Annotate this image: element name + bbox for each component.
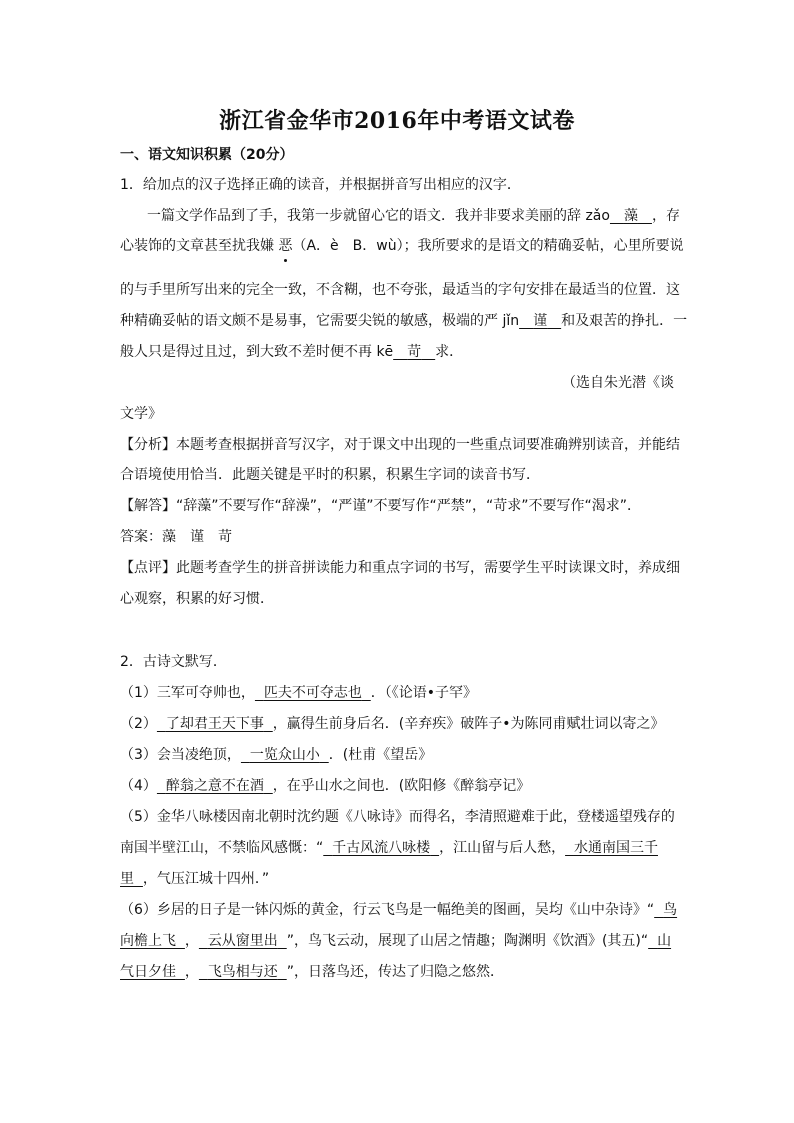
answer-blank: 醉翁之意不在酒 [165, 778, 264, 794]
passage-text: 求． [435, 344, 464, 360]
q2-item-3: （3）会当凌绝顶， 一览众山小 ．(杜甫《望岳》 [120, 747, 433, 763]
answer-blank: 鸟 [663, 902, 678, 918]
answer-blank: 匹夫不可夺志也 [263, 685, 362, 701]
emphasis-dot [284, 259, 287, 262]
q1-source: （选自朱光潜《谈 [562, 375, 674, 391]
q1-solution: 【解答】“辞藻”不要写作“辞澡”，“严谨”不要写作“严禁”，“苛求”不要写作“渴求”． [120, 498, 642, 514]
q1-passage-line-4 [120, 311, 687, 331]
answer-blank: 气日夕佳 [120, 964, 176, 980]
exam-title: 浙江省金华市2016年中考语文试卷 [219, 108, 575, 134]
q2-item-5-end: 里 ，气压江城十四州．” [120, 871, 270, 887]
answer-blank: 谨 [533, 313, 548, 329]
answer-blank: 飞鸟相与还 [207, 964, 278, 980]
q2-item-1: （1）三军可夺帅也， 匹夫不可夺志也 ．（《论语•子罕》 [120, 685, 477, 701]
q2-item-6: （6）乡居的日子是一钵闪烁的黄金，行云飞鸟是一幅绝美的图画，吴均《山中杂诗》“ 鸟 [120, 902, 678, 918]
q1-answer: 答案：藻 谨 苛 [120, 529, 232, 545]
answer-blank: 云从窗里出 [207, 933, 278, 949]
passage-text: 种精确妥帖的语文颇不是易事，它需要尖锐的敏感，极端的严 jǐn [120, 313, 520, 329]
answer-blank: 千古风流八咏楼 [332, 840, 431, 856]
answer-blank: 一览众山小 [249, 747, 320, 763]
q1-analysis-cont: 合语境使用恰当．此题关键是平时的积累，积累生字词的读音书写． [120, 467, 540, 483]
answer-blank: 藻 [623, 208, 638, 224]
passage-text: 一篇文学作品到了手，我第一步就留心它的语文．我并非要求美丽的辞 zǎo [147, 208, 610, 224]
q2-stem: 2．古诗文默写． [120, 654, 227, 670]
passage-text: 和及艰苦的挣扎．一 [561, 313, 688, 329]
section-heading: 一、语文知识积累（20分） [120, 147, 294, 163]
answer-blank: 水通南国三千 [573, 840, 658, 856]
q2-item-6-cont: 向檐上飞 ， 云从窗里出 ”，鸟飞云动，展现了山居之情趣；陶渊明《饮酒》(其五)“ 山 [120, 933, 672, 949]
q1-analysis: 【分析】本题考查根据拼音写汉字，对于课文中出现的一些重点词要准确辨别读音，并能结 [120, 437, 680, 453]
q1-comment-cont: 心观察，积累的好习惯． [120, 591, 274, 607]
answer-blank: 山 [657, 933, 672, 949]
q2-item-6-end: 气日夕佳 ， 飞鸟相与还 ”，日落鸟还，传达了归隐之悠然． [120, 964, 504, 980]
passage-text: 般人只是得过且过，到大致不差时便不再 kē [120, 344, 394, 360]
answer-blank: 向檐上飞 [120, 933, 176, 949]
q2-item-5: （5）金华八咏楼因南北朝时沈约题《八咏诗》而得名，李清照避难于此，登楼遥望残存的 [120, 809, 675, 825]
answer-blank: 里 [120, 871, 134, 887]
passage-text: ，存 [651, 208, 680, 224]
q2-item-5-cont: 南国半壁江山，不禁临风感慨：“ 千古风流八咏楼 ，江山留与后人愁， 水通南国三千 [120, 840, 658, 856]
q1-passage-line-3: 的与手里所写出来的完全一致，不含糊，也不夸张，最适当的字句安排在最适当的位置．这 [120, 282, 680, 298]
q1-comment: 【点评】此题考查学生的拼音拼读能力和重点字词的书写，需要学生平时读课文时，养成细 [120, 560, 680, 576]
q1-stem: 1．给加点的汉子选择正确的读音，并根据拼音写出相应的汉字． [120, 177, 521, 193]
q1-passage-line-2: 心装饰的文章甚至扰我嫌 恶（A．è B．wù）；我所要求的是语文的精确妥帖，心里所要说 [120, 238, 684, 254]
q1-passage-line-1 [147, 206, 680, 226]
q1-passage-line-5 [120, 342, 463, 362]
q1-source-cont: 文学》 [120, 406, 162, 422]
q2-item-4: （4） 醉翁之意不在酒 ，在乎山水之间也．(欧阳修《醉翁亭记》 [120, 778, 531, 794]
q2-item-2: （2） 了却君王天下事 ，赢得生前身后名．(辛弃疾》破阵子•为陈同甫赋壮词以寄之》 [120, 716, 665, 732]
answer-blank: 了却君王天下事 [165, 716, 264, 732]
answer-blank: 苛 [407, 344, 422, 360]
